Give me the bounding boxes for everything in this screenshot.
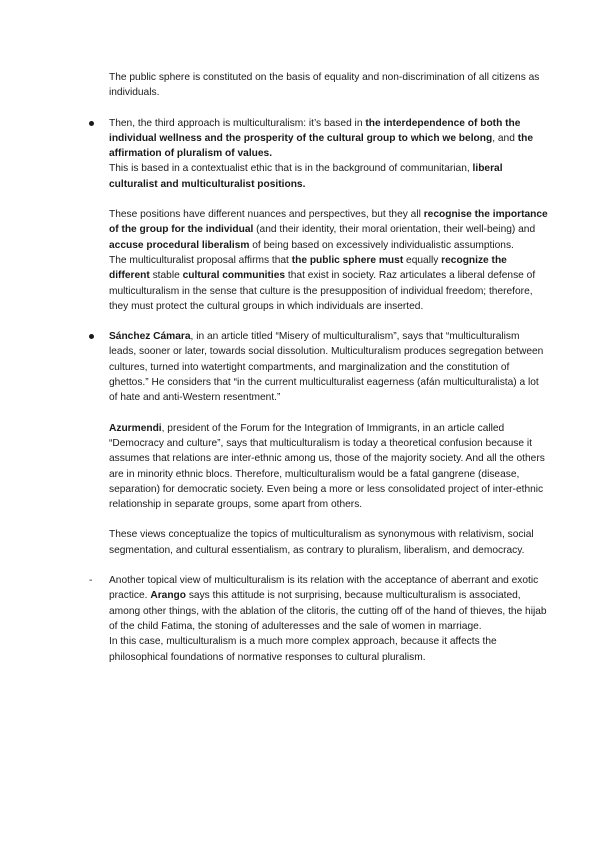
dash-item-arango: [89, 573, 549, 665]
paragraph-complex-approach: In this case, multiculturalism is a much more complex approach, because it affects the philosophical foundations of normative responses to cultural pluralism.: [109, 636, 497, 663]
paragraph-positions: These positions have different nuances and perspectives, but they all recognise the importance of the group for the individual (and their identity, their moral orientation, their well-being) and accuse procedural liberalism of being based on excessively individualistic assumptions.: [109, 209, 548, 251]
paragraph-public-sphere: The public sphere is constituted on the basis of equality and non-discrimination of all citizens as individuals.: [109, 72, 540, 99]
paragraph-third-approach: Then, the third approach is multiculturalism: it’s based in the interdependence of both the individual wellness and the prosperity of the cultural group to which we belong, and the affirmation of pluralism of values.: [109, 117, 533, 160]
paragraph-arango: Another topical view of multiculturalism is its relation with the acceptance of aberrant and exotic practice. Arango says this attitude is not surprising, because multiculturalism is associated, among other things, with the ablation of the clitoris, the cutting off of the hand of thieves, the hijab of the child Fatima, the stoning of adulteresses and the sale of women in marriage.: [109, 575, 547, 632]
document-body: [89, 70, 549, 665]
paragraph-contextualist-ethic: This is based in a contextualist ethic that is in the background of communitarian, liberal culturalist and multiculturalist positions.: [109, 163, 503, 190]
bullet-item-multiculturalism: [109, 116, 549, 315]
paragraph-views-conceptualize: These views conceptualize the topics of multiculturalism as synonymous with relativism, social segmentation, and cultural essentialism, as contrary to pluralism, liberalism, and democracy.: [109, 529, 534, 556]
paragraph-sanchez-camara: Sánchez Cámara, in an article titled “Misery of multiculturalism”, says that “multiculturalism leads, sooner or later, towards social dissolution. Multiculturalism produces segregation between cultures, turned into watertight compartments, and marginalization and the constitution of ghettos.” He considers that “in the current multiculturalist eagerness (afán multiculturalista) a lot of hate and anti-Western resentment.”: [109, 331, 544, 404]
paragraph-multiculturalist-proposal: The multiculturalist proposal affirms that the public sphere must equally recognize the different stable cultural communities that exist in society. Raz articulates a liberal defense of multiculturalism in the sense that culture is the presupposition of individual freedom; therefore, they must protect the cultural groups in which individuals are inserted.: [109, 254, 536, 312]
bullet-icon: [87, 329, 101, 339]
dash-marker: -: [89, 575, 93, 587]
bullet-item-sanchez-camara: [109, 329, 549, 558]
paragraph-azurmendi: Azurmendi, president of the Forum for the Integration of Immigrants, in an article called “Democracy and culture”, says that multiculturalism is today a theoretical confusion because it assumes that relations are inter-ethnic among us, those of the majority society. And all the others are in minority ethnic blocs. Therefore, multiculturalism would be a fatal gangrene (disease, separation) for democratic society. Even being a more or less consolidated project of inter-ethnic relationship in separate groups, some apart from others.: [109, 422, 545, 511]
bullet-icon: [87, 116, 101, 126]
